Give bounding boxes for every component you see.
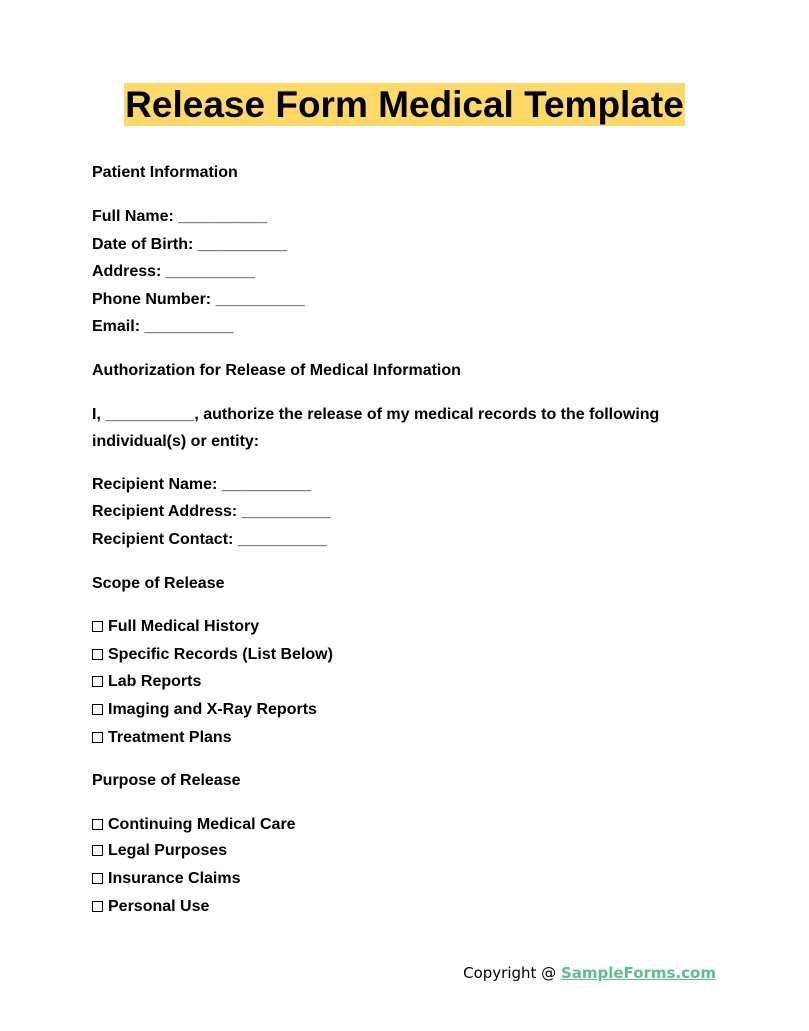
recipient-contact-field: Recipient Contact: __________ bbox=[92, 531, 327, 548]
phone-number-field: Phone Number: __________ bbox=[92, 291, 305, 308]
scope-option-lab-reports[interactable] bbox=[92, 672, 201, 692]
scope-option-imaging-xray[interactable] bbox=[92, 700, 317, 720]
checkbox-continuing-care[interactable] bbox=[92, 819, 103, 830]
scope-option-label: Lab Reports bbox=[108, 673, 202, 690]
scope-option-label: Specific Records (List Below) bbox=[108, 646, 333, 663]
purpose-option-label: Continuing Medical Care bbox=[108, 816, 296, 833]
recipient-name-field: Recipient Name: __________ bbox=[92, 476, 311, 493]
title-wrap bbox=[0, 83, 809, 126]
address-field: Address: __________ bbox=[92, 263, 255, 280]
copyright-footer bbox=[463, 963, 716, 983]
checkbox-personal-use[interactable] bbox=[92, 901, 103, 912]
patient-information-heading: Patient Information bbox=[92, 164, 238, 181]
purpose-option-insurance[interactable] bbox=[92, 869, 241, 889]
checkbox-specific-records[interactable] bbox=[92, 649, 103, 660]
checkbox-legal[interactable] bbox=[92, 845, 103, 856]
authorization-heading: Authorization for Release of Medical Information bbox=[92, 362, 461, 379]
purpose-option-label: Personal Use bbox=[108, 898, 210, 915]
purpose-option-legal[interactable] bbox=[92, 841, 227, 861]
copyright-prefix: Copyright @ bbox=[463, 964, 561, 982]
checkbox-full-medical-history[interactable] bbox=[92, 621, 103, 632]
scope-option-label: Treatment Plans bbox=[108, 729, 232, 746]
authorization-statement: I, __________, authorize the release of my medical records to the following individual(s) or entity: bbox=[92, 406, 660, 450]
checkbox-treatment-plans[interactable] bbox=[92, 732, 103, 743]
recipient-address-field: Recipient Address: __________ bbox=[92, 503, 331, 520]
full-name-field: Full Name: __________ bbox=[92, 208, 268, 225]
scope-of-release-heading: Scope of Release bbox=[92, 575, 225, 592]
checkbox-insurance[interactable] bbox=[92, 873, 103, 884]
sampleforms-link[interactable]: SampleForms.com bbox=[560, 964, 716, 982]
scope-option-label: Full Medical History bbox=[108, 618, 260, 635]
purpose-option-personal-use[interactable] bbox=[92, 897, 209, 917]
checkbox-imaging-xray[interactable] bbox=[92, 704, 103, 715]
date-of-birth-field: Date of Birth: __________ bbox=[92, 236, 287, 253]
scope-option-treatment-plans[interactable] bbox=[92, 728, 232, 748]
purpose-option-label: Legal Purposes bbox=[108, 842, 228, 859]
purpose-option-label: Insurance Claims bbox=[108, 870, 241, 887]
checkbox-lab-reports[interactable] bbox=[92, 676, 103, 687]
purpose-of-release-heading: Purpose of Release bbox=[92, 772, 241, 789]
scope-option-full-medical-history[interactable] bbox=[92, 617, 259, 637]
scope-option-label: Imaging and X-Ray Reports bbox=[108, 701, 317, 718]
scope-option-specific-records[interactable] bbox=[92, 645, 333, 665]
email-field: Email: __________ bbox=[92, 318, 234, 335]
page-title: Release Form Medical Template bbox=[125, 84, 684, 125]
purpose-option-continuing-care[interactable] bbox=[92, 815, 296, 835]
